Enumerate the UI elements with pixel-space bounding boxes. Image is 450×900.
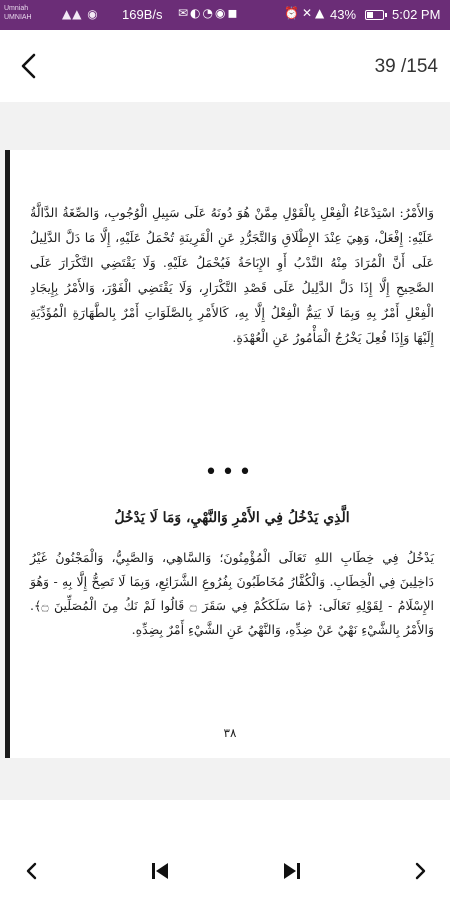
reader-content-area[interactable]: [0, 102, 450, 800]
previous-page-button[interactable]: [18, 858, 48, 884]
section-heading: الَّذِي يَدْخُلُ فِي الأَمْرِ وَالنَّهْيِ، وَمَا لَا يَدْخُلُ: [114, 510, 350, 526]
system-icons: ⏰✕▲: [284, 6, 328, 20]
page-number: ٣٨: [223, 726, 237, 740]
skip-end-icon: [276, 858, 306, 884]
bottom-navigation-bar: [0, 800, 450, 900]
next-page-button[interactable]: [404, 858, 434, 884]
signal-icons: ▲▲ ◉: [62, 7, 99, 21]
carrier-label: Umniah UMNIAH: [4, 5, 32, 21]
battery-percentage: 43%: [330, 7, 357, 22]
back-button[interactable]: [10, 46, 50, 86]
book-page: [5, 150, 450, 758]
chevron-right-icon: [404, 858, 434, 884]
chevron-left-icon: [18, 858, 48, 884]
skip-start-icon: [146, 858, 176, 884]
page-indicator: 39 /154: [374, 56, 438, 77]
battery-icon: [365, 10, 384, 20]
status-bar: [0, 0, 450, 30]
first-page-button[interactable]: [146, 858, 176, 884]
body-paragraph: وَالأَمْرُ: اسْتِدْعَاءُ الْفِعْلِ بِالْقَوْلِ مِمَّنْ هُوَ دُونَهُ عَلَى سَبِيلِ الْوُجُوبِ، وَالصِّغَةُ الدَّالَّةُ عَلَيْهِ: إِفْعَلْ، وَهِيَ عِنْدَ الإِطْلَاقِ وَالتَّجَرُّدِ عَنِ الْقَرِينَةِ تُحْمَلُ عَلَيْهِ، إِلَّا مَا دَلَّ الدَّلِيلُ عَلَى أَنَّ الْمُرَادَ مِنْهُ النَّدْبُ أَوِ الإِبَاحَةُ فَيُحْمَلُ عَلَيْهِ. وَلَا يَقْتَضِي التَّكْرَارَ عَلَى الصَّحِيحِ إِلَّا إِذَا دَلَّ الدَّلِيلُ عَلَى قَصْدِ التَّكْرَارِ، وَلَا يَقْتَضِي الْفَوْرَ، وَالأَمْرُ بِإِيجَادِ الْفِعْلِ أَمْرٌ بِهِ وَبِمَا لَا يَتِمُّ الْفِعْلُ إِلَّا بِهِ، كَالأَمْرِ بِالصَّلَوَاتِ أَمْرٌ بِالطَّهَارَةِ الْمُؤَدِّيَةِ إِلَيْهَا وَإِذَا فُعِلَ يَخْرُجُ الْمَأْمُورُ عَنِ الْعُهْدَةِ.: [30, 205, 434, 345]
top-bar: [0, 30, 450, 102]
body-paragraph: يَدْخُلُ فِي خِطَابِ اللهِ تَعَالَى الْمُؤْمِنُونَ؛ وَالسَّاهِي، وَالصَّبِيُّ، وَالْمَجْنُونُ غَيْرُ دَاخِلِينَ فِي الْخِطَابِ. وَالْكُفَّارُ مُخَاطَبُونَ بِفُرُوعِ الشَّرَائِعِ، وَبِمَا لَا تَصِحُّ إِلَّا بِهِ - وَهُوَ الإِسْلَامُ - لِقَوْلِهِ تَعَالَى: ﴿مَا سَلَكَكُمْ فِي سَقَرَ ۝ قَالُوا لَمْ نَكُ مِنَ الْمُصَلِّينَ ۝﴾. وَالأَمْرُ بِالشَّيْءِ نَهْيٌ عَنْ ضِدِّهِ، وَالنَّهْيُ عَنِ الشَّيْءِ أَمْرٌ بِضِدِّهِ.: [30, 550, 434, 637]
notification-icons: ✉◐◔◉◼: [178, 6, 240, 20]
section-separator: •••: [204, 460, 256, 485]
last-page-button[interactable]: [276, 858, 306, 884]
network-speed: 169B/s: [122, 7, 163, 22]
chevron-left-icon: [10, 46, 50, 86]
clock: 5:02 PM: [392, 7, 441, 22]
